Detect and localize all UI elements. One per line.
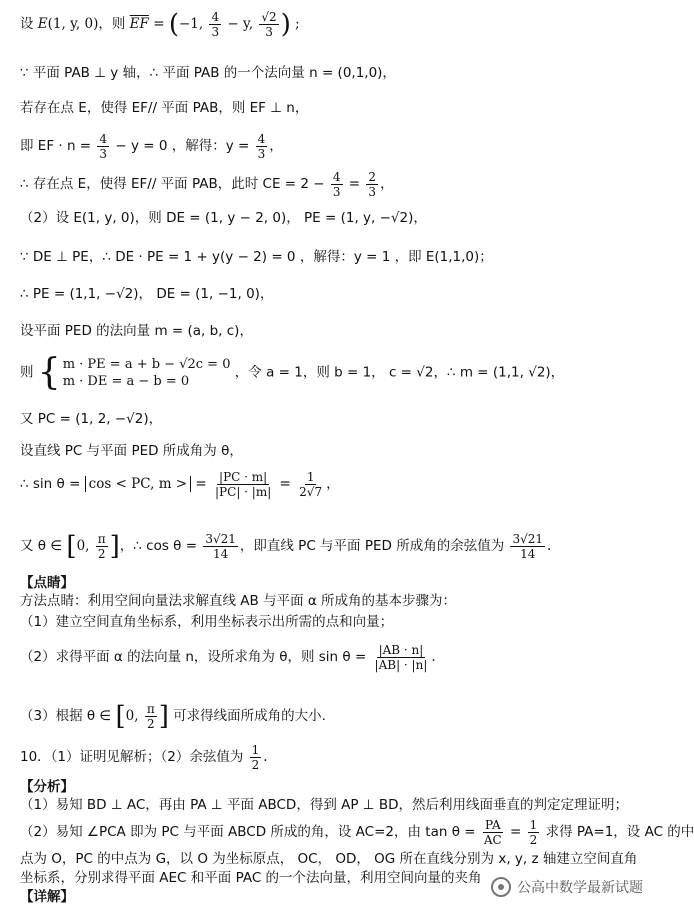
watermark bbox=[487, 875, 647, 899]
line-20-question-10: 10．（1）证明见解析；（2）余弦值为 $\frac{1}{2}$ . bbox=[20, 743, 268, 772]
wechat-icon bbox=[491, 877, 511, 897]
line-10-system: 则 { m · PE = a + b − √2c = 0 m · DE = a − b = 0 ，令 a = 1，则 b = 1， c = √2，∴ m = (1,1, √2)， bbox=[20, 352, 565, 393]
line-4: 即 EF · n = $\frac{4}{3}$ − y = 0 ，解得：y = $\frac{4}{3}$ ， bbox=[20, 132, 283, 161]
line-12: 设直线 PC 与平面 PED 所成角为 θ， bbox=[20, 443, 243, 459]
line-18: （2）求得平面 α 的法向量 n，设所求角为 θ，则 sin θ = $\frac{|AB \cdot n|}{|AB| \cdot |n|}$ . bbox=[20, 643, 436, 672]
line-25: 坐标系，分别求得平面 AEC 和平面 PAC 的一个法向量，利用空间向量的夹角 bbox=[20, 870, 482, 886]
line-6: （2）设 E(1, y, 0)，则 DE = (1, y − 2, 0)， PE = (1, y, −√2)， bbox=[20, 210, 427, 226]
line-14-cos: 又 θ ∈ [0, $\frac{\pi}{2}$ ]，∴ cos θ = $\frac{3√21}{14}$ ，即直线 PC 与平面 PED 所成角的余弦值为 $\frac{3√21}{14}$ . bbox=[20, 531, 552, 562]
line-1: 设 E(1, y, 0)，则 $\overline{EF} = (-1$, $\frac{4}{3}$ − y, $\frac{√2}{3}$ ) ; bbox=[20, 9, 300, 40]
line-11: 又 PC = (1, 2, −√2)， bbox=[20, 411, 163, 427]
line-24: 点为 O，PC 的中点为 G，以 O 为坐标原点， OC， OD， OG 所在直线分别为 x, y, z 轴建立空间直角 bbox=[20, 851, 638, 867]
line-13-sin: ∴ sin θ = cos < PC, m > = $\frac{|PC \cdot m|}{|PC| \cdot |m|}$ = $\frac{1}{2√7}$ ， bbox=[20, 470, 340, 499]
line-23: （2）易知 ∠PCA 即为 PC 与平面 ABCD 所成的角，设 AC=2，由 tan θ = $\frac{PA}{AC}$ = $\frac{1}{2}$ 求得 PA=1，设 AC 的中 bbox=[20, 818, 694, 847]
watermark-text: 公高中数学最新试题 bbox=[517, 880, 643, 896]
line-7: ∵ DE ⊥ PE，∴ DE · PE = 1 + y(y − 2) = 0 ，解得：y = 1 ，即 E(1,1,0)； bbox=[20, 249, 493, 265]
line-3: 若存在点 E，使得 EF// 平面 PAB，则 EF ⊥ n， bbox=[20, 100, 309, 116]
line-2: ∵ 平面 PAB ⊥ y 轴，∴ 平面 PAB 的一个法向量 n = (0,1,0)， bbox=[20, 65, 396, 81]
line-19: （3）根据 θ ∈ [0, $\frac{\pi}{2}$ ] 可求得线面所成角的大小. bbox=[20, 701, 326, 732]
line-17: （1）建立空间直角坐标系，利用坐标表示出所需的点和向量； bbox=[20, 614, 394, 630]
line-16: 方法点睛：利用空间向量法求解直线 AB 与平面 α 所成角的基本步骤为： bbox=[20, 593, 457, 609]
line-22: （1）易知 BD ⊥ AC，再由 PA ⊥ 平面 ABCD，得到 AP ⊥ BD，然后利用线面垂直的判定定理证明； bbox=[20, 797, 628, 813]
section-xiangjie: 【详解】 bbox=[20, 889, 74, 905]
line-9: 设平面 PED 的法向量 m = (a, b, c)， bbox=[20, 323, 253, 339]
section-dianjing: 【点睛】 bbox=[20, 575, 74, 591]
line-5: ∴ 存在点 E，使得 EF// 平面 PAB，此时 CE = 2 − $\frac{4}{3}$ = $\frac{2}{3}$ ， bbox=[20, 170, 394, 199]
line-8: ∴ PE = (1,1, −√2)， DE = (1, −1, 0)， bbox=[20, 286, 274, 302]
section-fenxi: 【分析】 bbox=[20, 779, 74, 795]
